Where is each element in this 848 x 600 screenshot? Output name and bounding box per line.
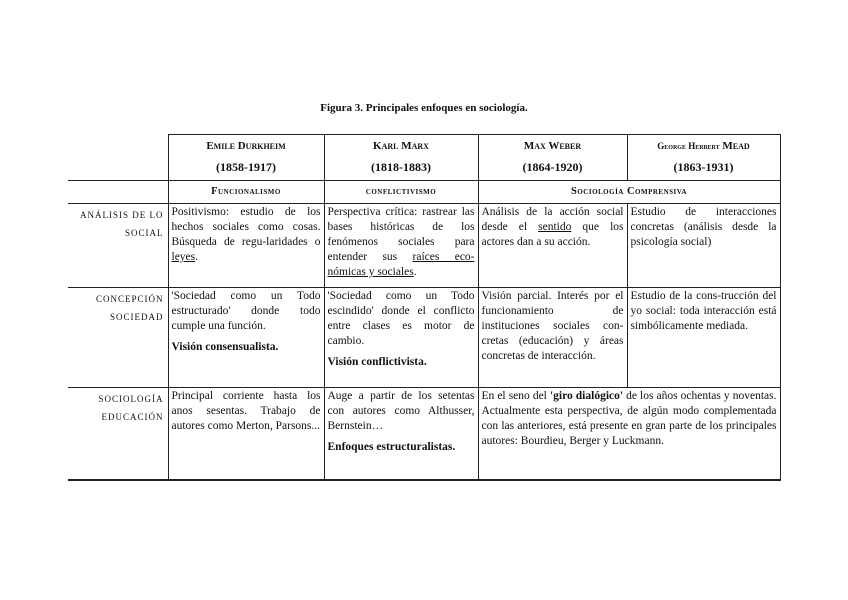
author-marx [324,135,478,181]
approach-sociologia-comprensiva: Sociología Comprensiva [478,181,780,204]
approach-conflictivismo: conflictivismo [324,181,478,204]
cell-conclusion: Visión consensualista. [171,341,279,353]
cell-text: . [195,251,199,263]
author-name: Max Weber [523,140,582,152]
cell-conclusion: Enfoques estructuralistas. [327,441,456,453]
cell-text: Principal corriente hasta los anos sesentas. Trabajo de autores como Merton, Parsons... [171,390,321,432]
table-cell [324,204,478,288]
author-mead [627,135,780,181]
cell-text: . [413,266,417,278]
author-years: (1864-1920) [522,160,583,174]
table-cell [324,388,478,481]
cell-text: Estudio de la cons-trucción del yo social: toda interacción está simbólicamente mediada. [630,290,777,332]
cell-text: 'Sociedad como un Todo escindido' donde el conflicto entre clases es motor de cambio. [327,290,475,347]
author-years: (1863-1931) [673,160,734,174]
cell-text: Auge a partir de los setentas con autores como Althusser, Bernstein… [327,390,475,432]
author-weber [478,135,627,181]
table-cell [478,388,780,481]
cell-text: Visión parcial. Interés por el funcionamiento de instituciones sociales con-cretas (educación) y áreas concretas de interacción. [481,290,624,362]
table-cell [168,388,324,481]
table-row [68,204,780,288]
author-name-small: George Herbert [657,141,720,151]
table-cell [168,288,324,388]
cell-bold: 'giro dialógico' [549,390,624,402]
cell-text: de los años ochentas y noventas. Actualmente esta perspectiva, de algún modo complementada con las anteriores, está presente en gran parte de los principales autores: Bourdieu, Berger y Luckmann. [481,390,777,447]
cell-text: En el seno del [481,390,550,402]
cell-underlined: raíces eco-nómicas y sociales [327,251,475,278]
author-name: Emile Durkheim [206,140,286,152]
table-cell [478,288,627,388]
sociology-approaches-table [68,134,781,481]
table-cell [324,288,478,388]
cell-text: Perspectiva crítica: rastrear las bases históricas de los fenómenos sociales para entender sus [327,206,475,263]
approaches-row [68,181,780,204]
approach-funcionalismo: Funcionalismo [168,181,324,204]
row-label: ANÁLISIS DE LO SOCIAL [68,204,168,288]
cell-underlined: leyes [171,251,196,263]
row-label: CONCEPCIÓN SOCIEDAD [68,288,168,388]
cell-text: que los actores dan a su acción. [481,221,624,248]
authors-row [68,135,780,181]
cell-conclusion: Visión conflictivista. [327,356,427,368]
corner-cell [68,135,168,181]
figure-caption: Figura 3. Principales enfoques en sociología. [320,102,528,114]
cell-text: Positivismo: estudio de los hechos sociales como cosas. Búsqueda de regu-laridades o [171,206,321,248]
table-cell [168,204,324,288]
table-cell [478,204,627,288]
author-name-large: Mead [722,140,750,152]
row-label: SOCIOLOGÍA EDUCACIÓN [68,388,168,481]
cell-text: Análisis de la acción social desde el [481,206,624,233]
table-cell [627,288,780,388]
author-years: (1858-1917) [216,160,276,174]
corner-cell [68,181,168,204]
cell-text: 'Sociedad como un Todo estructurado' donde todo cumple una función. [171,290,321,332]
table-row [68,288,780,388]
author-years: (1818-1883) [371,160,431,174]
author-durkheim [168,135,324,181]
cell-text: Estudio de interacciones concretas (análisis desde la psicología social) [630,206,777,248]
author-name: Karl Marx [373,140,429,152]
table-row [68,388,780,481]
cell-underlined: sentido [538,221,572,233]
table-cell [627,204,780,288]
